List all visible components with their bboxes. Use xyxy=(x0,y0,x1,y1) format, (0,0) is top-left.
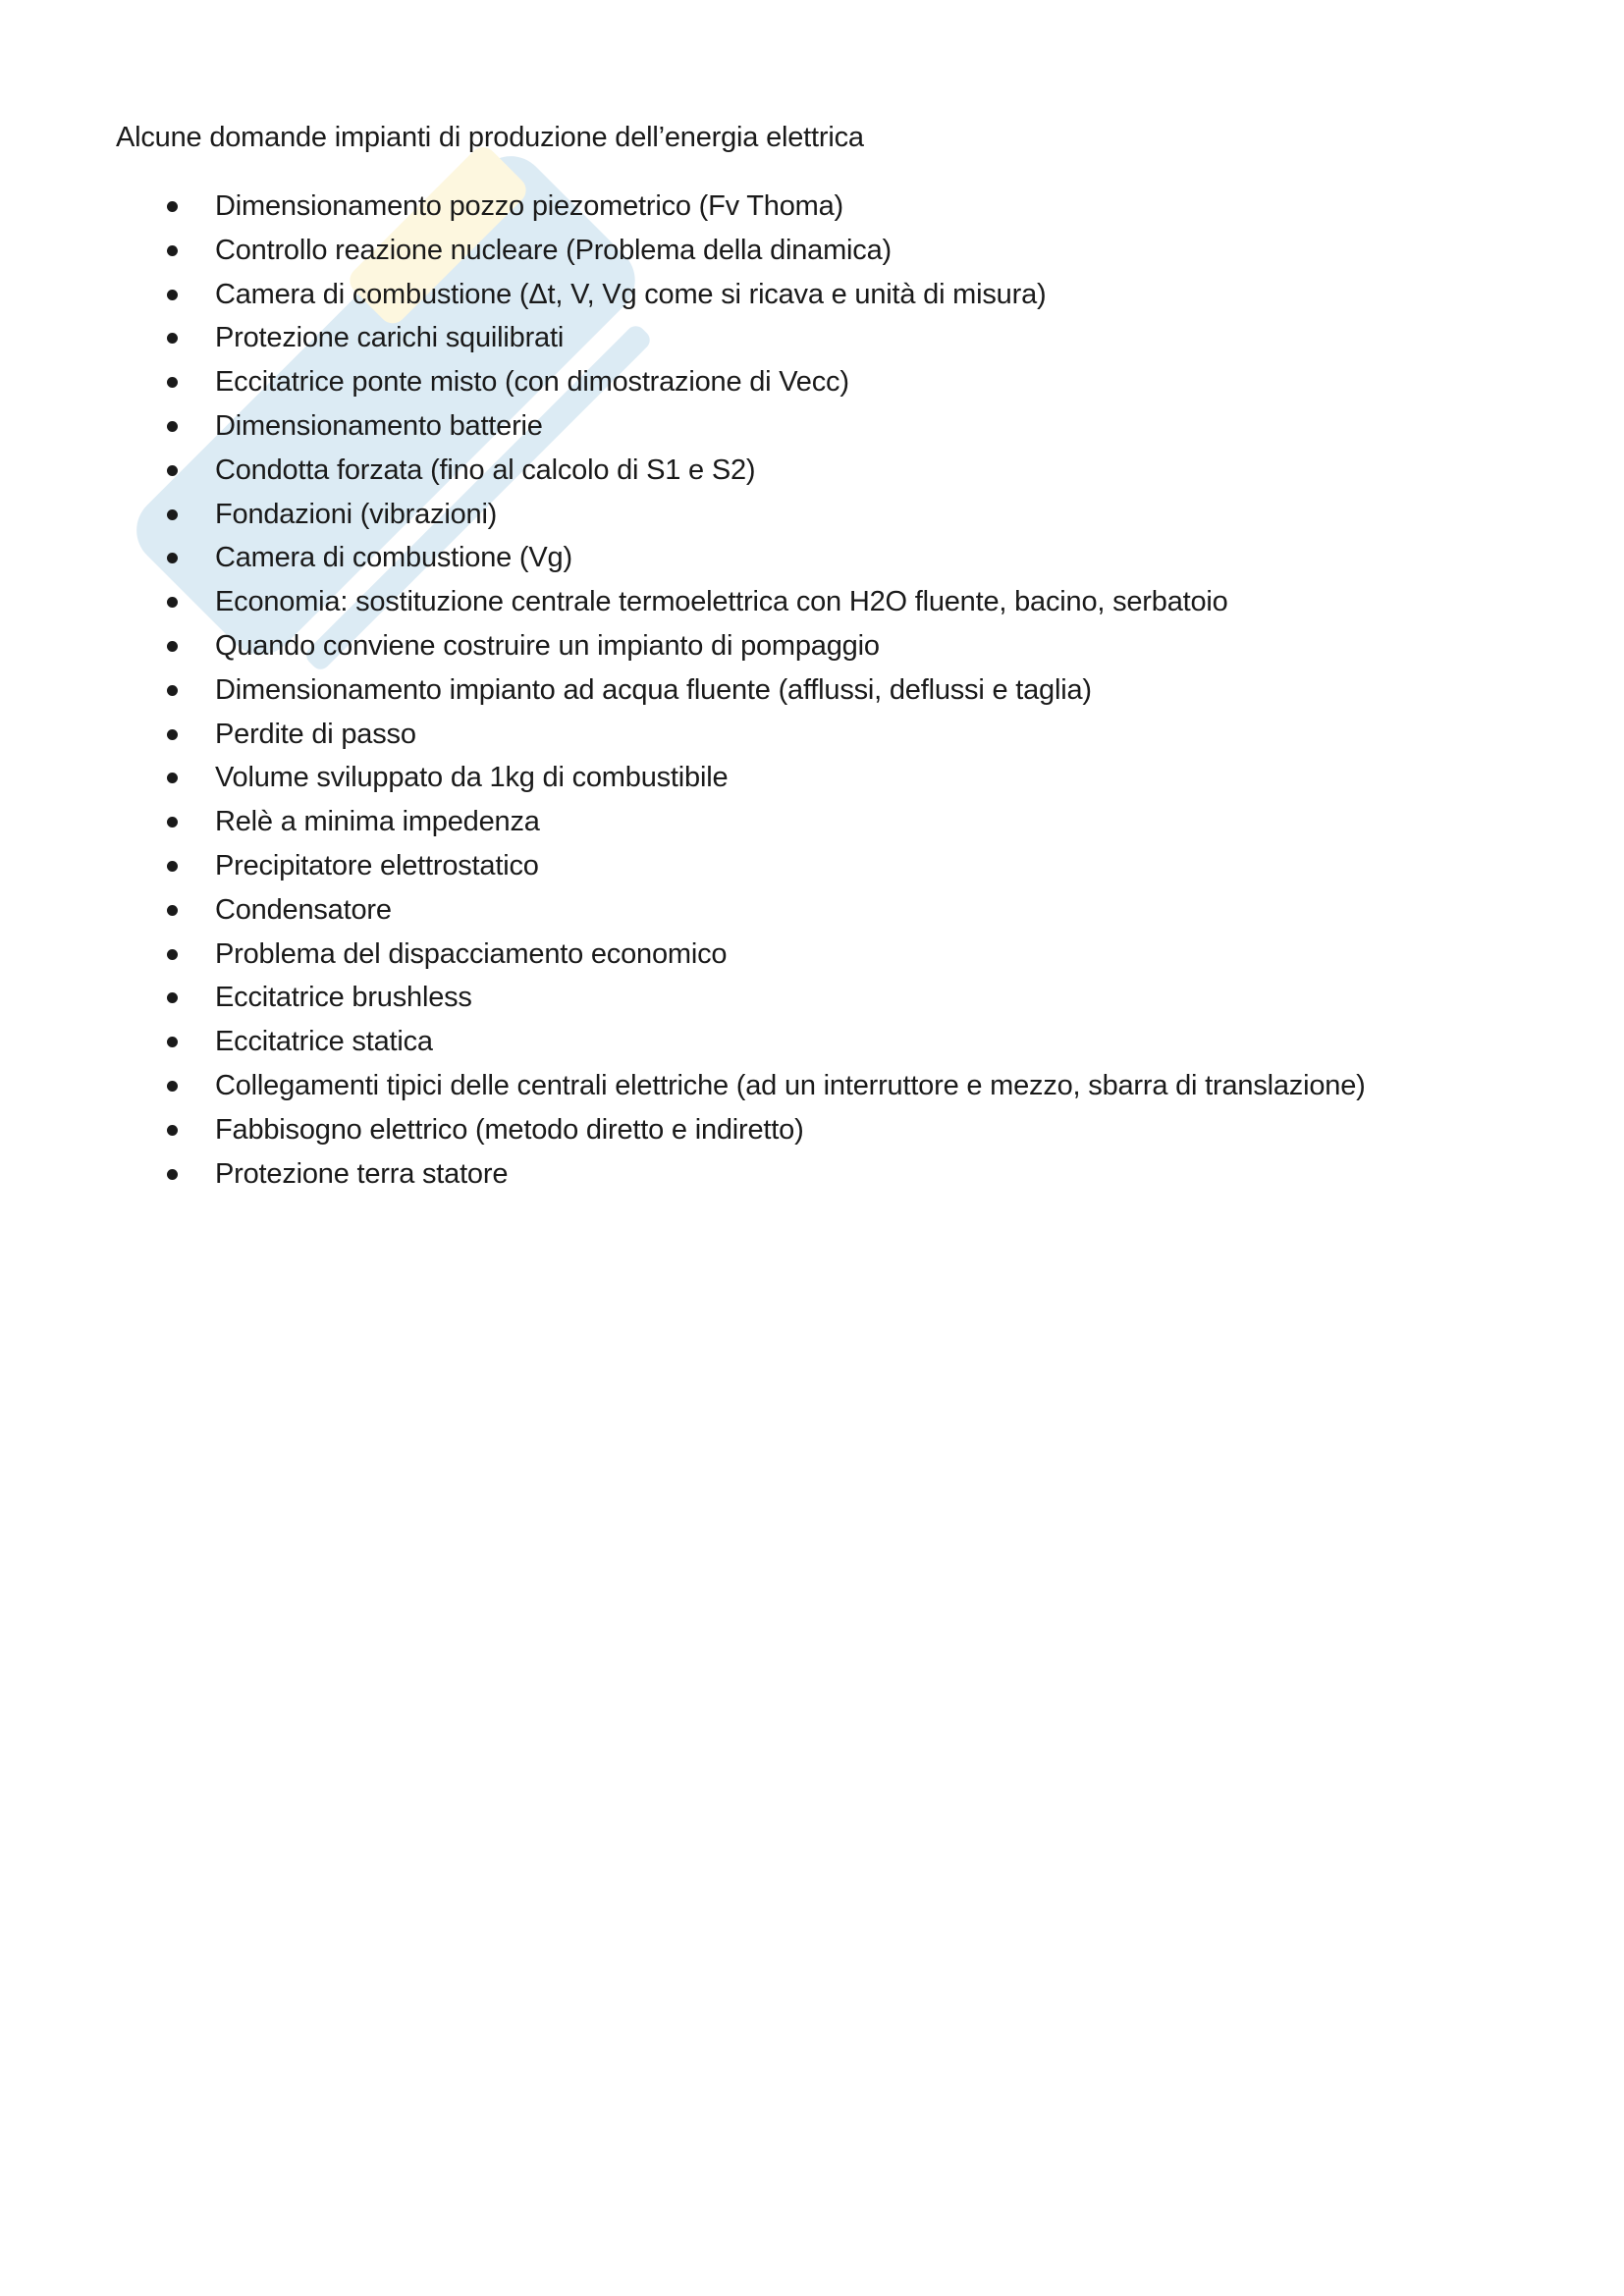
question-text: Volume sviluppato da 1kg di combustibile xyxy=(215,762,729,794)
question-text: Eccitatrice brushless xyxy=(215,982,472,1014)
question-text: Dimensionamento impianto ad acqua fluente (afflussi, deflussi e taglia) xyxy=(215,673,1092,706)
question-text: Dimensionamento batterie xyxy=(215,409,543,442)
question-text: Perdite di passo xyxy=(215,718,416,750)
question-text: Camera di combustione (Vg) xyxy=(215,542,572,574)
question-text: Eccitatrice statica xyxy=(215,1026,433,1058)
bullet-icon xyxy=(167,905,178,916)
bullet-icon xyxy=(167,1081,178,1092)
bullet-icon xyxy=(167,861,178,872)
bullet-icon xyxy=(167,641,178,652)
question-text: Protezione terra statore xyxy=(215,1157,509,1190)
question-text: Condensatore xyxy=(215,893,392,926)
bullet-icon xyxy=(167,290,178,300)
question-text: Eccitatrice ponte misto (con dimostrazione di Vecc) xyxy=(215,366,849,399)
bullet-icon xyxy=(167,377,178,388)
bullet-icon xyxy=(167,465,178,476)
bullet-icon xyxy=(167,509,178,520)
question-text: Collegamenti tipici delle centrali elettriche (ad un interruttore e mezzo, sbarra di translazione) xyxy=(215,1069,1366,1101)
question-text: Relè a minima impedenza xyxy=(215,806,540,838)
question-text: Condotta forzata (fino al calcolo di S1 e S2) xyxy=(215,454,756,486)
bullet-icon xyxy=(167,421,178,432)
bullet-icon xyxy=(167,1125,178,1136)
bullet-icon xyxy=(167,729,178,740)
bullet-icon xyxy=(167,817,178,828)
question-text: Problema del dispacciamento economico xyxy=(215,937,728,970)
question-text: Fabbisogno elettrico (metodo diretto e indiretto) xyxy=(215,1113,804,1146)
bullet-icon xyxy=(167,992,178,1003)
bullet-icon xyxy=(167,949,178,960)
question-text: Camera di combustione (Δt, V, Vg come si ricava e unità di misura) xyxy=(215,278,1047,310)
question-text: Dimensionamento pozzo piezometrico (Fv Thoma) xyxy=(215,190,844,222)
question-text: Quando conviene costruire un impianto di pompaggio xyxy=(215,629,880,662)
bullet-icon xyxy=(167,333,178,344)
bullet-icon xyxy=(167,1037,178,1047)
bullet-icon xyxy=(167,597,178,608)
bullet-icon xyxy=(167,245,178,256)
bullet-icon xyxy=(167,773,178,783)
question-text: Controllo reazione nucleare (Problema della dinamica) xyxy=(215,234,892,266)
bullet-icon xyxy=(167,1169,178,1180)
question-text: Fondazioni (vibrazioni) xyxy=(215,498,498,530)
question-text: Economia: sostituzione centrale termoelettrica con H2O fluente, bacino, serbatoio xyxy=(215,586,1228,618)
bullet-icon xyxy=(167,201,178,212)
question-text: Protezione carichi squilibrati xyxy=(215,322,565,354)
bullet-icon xyxy=(167,553,178,563)
bullet-icon xyxy=(167,685,178,696)
question-text: Precipitatore elettrostatico xyxy=(215,849,539,881)
document-title: Alcune domande impianti di produzione dell’energia elettrica xyxy=(116,122,864,153)
